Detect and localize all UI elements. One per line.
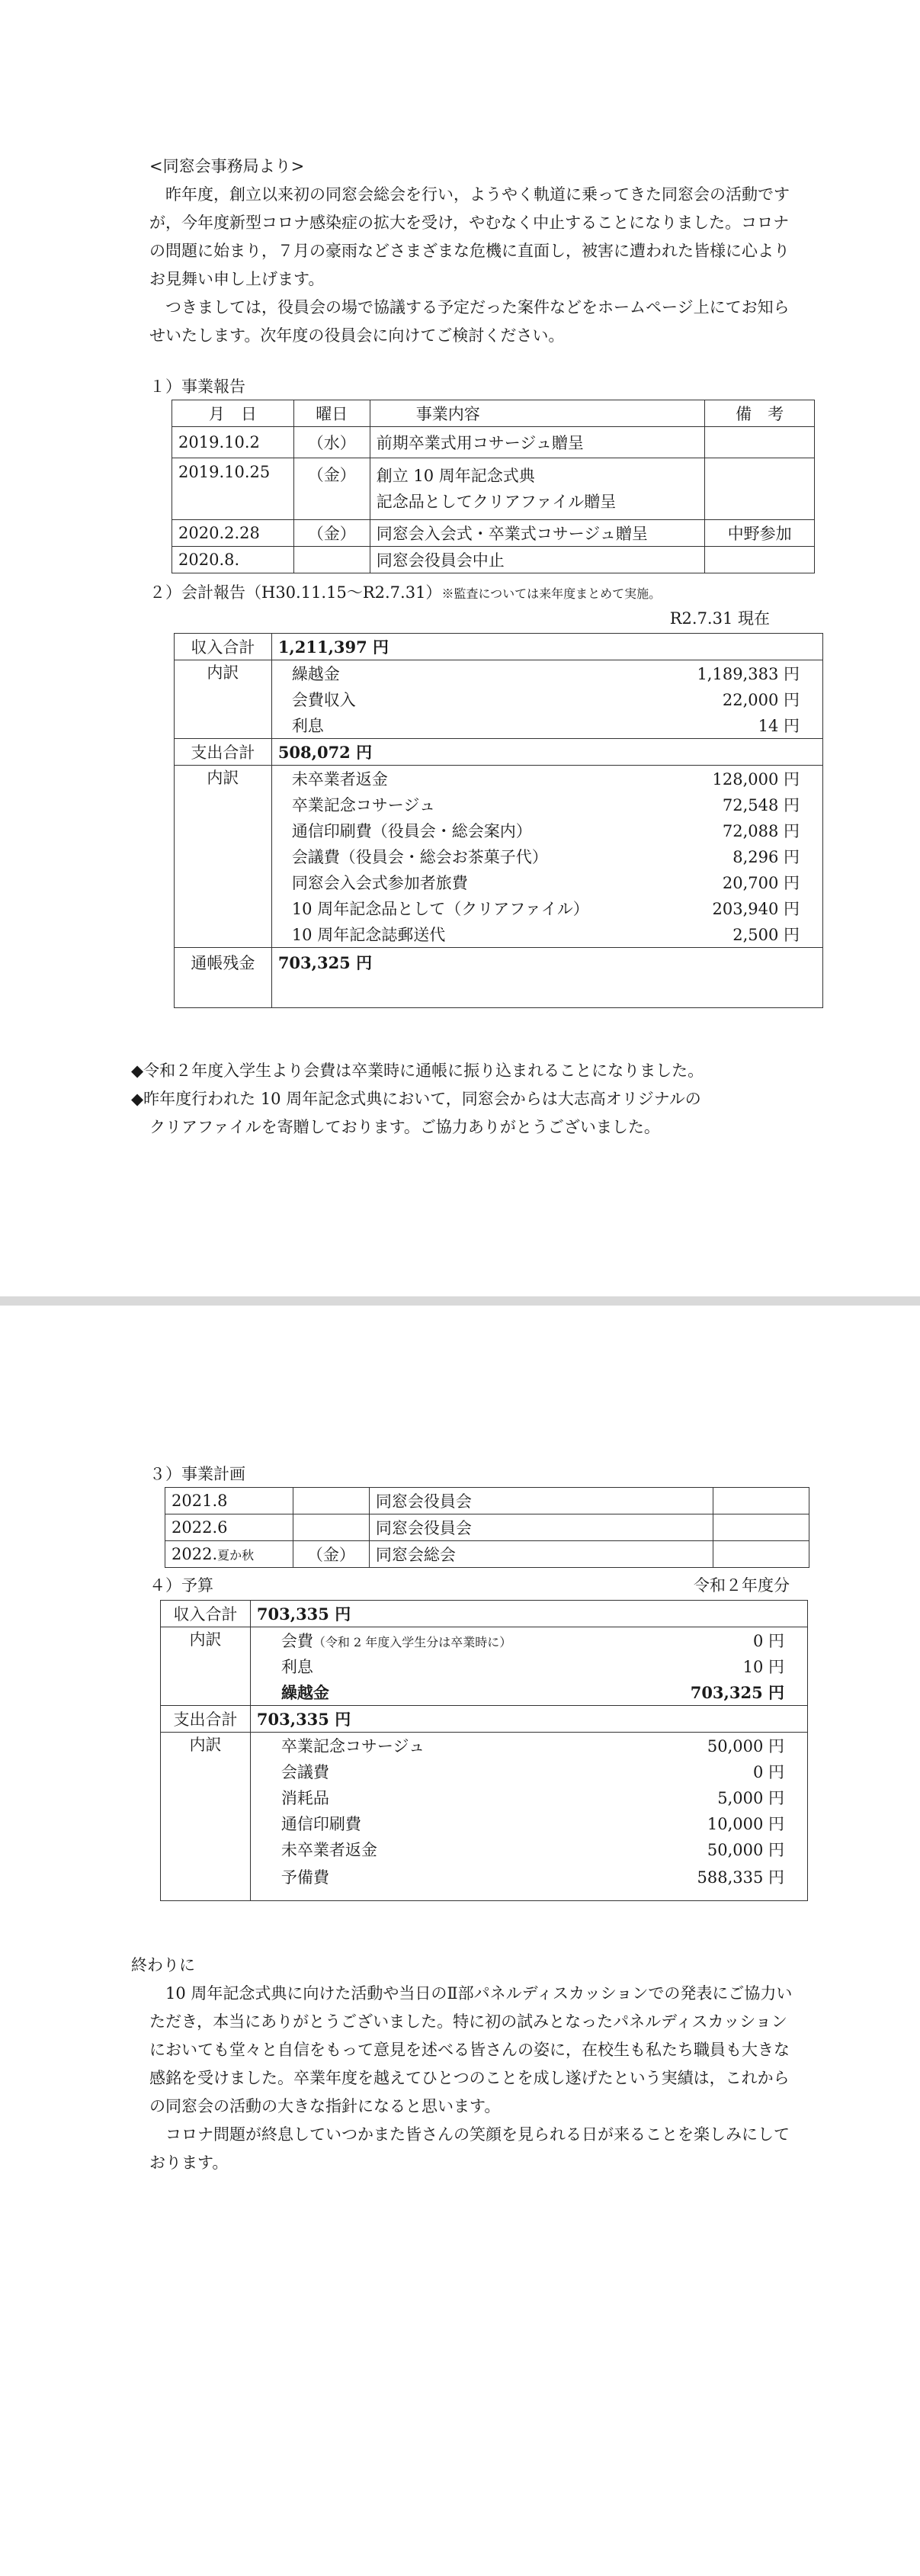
- expense-item-amount: 0 円: [646, 1759, 808, 1784]
- expense-item-name: 10 周年記念誌郵送代: [271, 921, 652, 948]
- closing-title: 終わりに: [131, 1956, 195, 1974]
- income-item-amount: 10 円: [646, 1653, 808, 1679]
- table-row: [172, 520, 815, 547]
- business-report-table: [171, 400, 815, 573]
- header-content: 事業内容: [370, 400, 705, 427]
- expense-item-amount: 72,088 円: [652, 817, 823, 843]
- income-item-row: [175, 660, 823, 687]
- income-item-name-text: 会費: [280, 1632, 313, 1650]
- expense-item-name: 卒業記念コサージュ: [250, 1733, 646, 1759]
- income-item-name-note: （令和 2 年度入学生分は卒業時に）: [313, 1635, 512, 1649]
- expense-item-name: 消耗品: [250, 1784, 646, 1810]
- budget-period: 令和２年度分: [694, 1576, 790, 1595]
- expense-item-row: [175, 766, 823, 792]
- row-date: [165, 1541, 293, 1568]
- income-item-name: [250, 1627, 646, 1654]
- expense-item-name: 会議費: [250, 1759, 646, 1784]
- breakdown-spacer: [161, 1759, 251, 1784]
- breakdown-spacer: [175, 843, 272, 869]
- row-content: 前期卒業式用コサージュ贈呈: [370, 427, 705, 458]
- row-day: [293, 1514, 369, 1541]
- income-item-row: [161, 1679, 808, 1706]
- breakdown-label: 内訳: [161, 1733, 251, 1759]
- breakdown-label: 内訳: [175, 660, 272, 687]
- header-note: 備 考: [705, 400, 815, 427]
- breakdown-spacer: [175, 712, 272, 739]
- document-page-2: [0, 1306, 920, 2576]
- expense-label: 支出合計: [175, 739, 272, 766]
- table-row: [172, 458, 815, 520]
- notice-line: ◆昨年度行われた 10 周年記念式典において，同窓会からは大志高オリジナルの: [131, 1090, 701, 1108]
- row-date: 2021.8: [165, 1488, 293, 1514]
- income-item-amount: 1,189,383 円: [652, 660, 823, 687]
- table-row: [172, 427, 815, 458]
- row-content-line: 創立 10 周年記念式典: [376, 467, 535, 485]
- expense-item-name: 予備費: [250, 1862, 646, 1901]
- accounting-as-of: R2.7.31 現在: [669, 609, 770, 628]
- income-item-name: 利息: [271, 712, 652, 739]
- income-item-amount: 14 円: [652, 712, 823, 739]
- table-row: [165, 1514, 809, 1541]
- income-item-name: 会費収入: [271, 686, 652, 712]
- expense-item-amount: 2,500 円: [652, 921, 823, 948]
- page-separator: [0, 1296, 920, 1306]
- expense-item-amount: 128,000 円: [652, 766, 823, 792]
- business-report-title: １）事業報告: [149, 377, 245, 396]
- expense-item-amount: 20,700 円: [652, 869, 823, 895]
- expense-item-amount: 50,000 円: [646, 1836, 808, 1862]
- income-total-row: [175, 634, 823, 660]
- breakdown-spacer: [175, 869, 272, 895]
- closing-paragraph: コロナ問題が終息していつかまた皆さんの笑顔を見られる日が来ることを楽しみにしております。: [149, 2125, 790, 2172]
- table-row: [165, 1488, 809, 1514]
- expense-item-amount: 10,000 円: [646, 1810, 808, 1836]
- expense-item-amount: 588,335 円: [646, 1862, 808, 1901]
- income-item-name: 繰越金: [271, 660, 652, 687]
- row-content: 同窓会役員会: [369, 1488, 713, 1514]
- expense-item-row: [175, 921, 823, 948]
- office-title: <同窓会事務局より>: [149, 157, 305, 175]
- expense-item-name: 会議費（役員会・総会お茶菓子代）: [271, 843, 652, 869]
- intro-paragraph: 昨年度，創立以来初の同窓会総会を行い，ようやく軌道に乗ってきた同窓会の活動ですが，今年度新型コロナ感染症の拡大を受け，やむなく中止することになりました。コロナの問題に始まり，７月の豪雨などさまざまな危機に直面し，被害に遭われた皆様に心よりお見舞い申し上げます。: [149, 185, 790, 288]
- notices: [131, 1057, 817, 1142]
- intro-paragraph: つきましては，役員会の場で協議する予定だった案件などをホームページ上にてお知らせいたします。次年度の役員会に向けてご検討ください。: [149, 298, 790, 345]
- row-note: 中野参加: [705, 520, 815, 547]
- expense-item-amount: 8,296 円: [652, 843, 823, 869]
- income-item-row: [175, 686, 823, 712]
- budget-title: ４）予算: [149, 1576, 213, 1595]
- notice-line: クリアファイルを寄贈しております。ご協力ありがとうございました。: [149, 1118, 660, 1136]
- income-item-amount: 703,325 円: [646, 1679, 808, 1706]
- income-item-amount: 22,000 円: [652, 686, 823, 712]
- row-date: 2022.6: [165, 1514, 293, 1541]
- expense-item-name: 通信印刷費（役員会・総会案内）: [271, 817, 652, 843]
- breakdown-spacer: [175, 686, 272, 712]
- accounting-title-text: ２）会計報告（H30.11.15～R2.7.31）: [149, 583, 442, 602]
- row-day: （金）: [293, 520, 370, 547]
- breakdown-spacer: [161, 1653, 251, 1679]
- expense-item-name: 未卒業者返金: [250, 1836, 646, 1862]
- breakdown-spacer: [161, 1679, 251, 1706]
- expense-item-name: 10 周年記念品として（クリアファイル）: [271, 895, 652, 921]
- breakdown-spacer: [175, 817, 272, 843]
- business-plan-title: ３）事業計画: [149, 1465, 245, 1483]
- breakdown-spacer: [161, 1836, 251, 1862]
- row-content: 同窓会総会: [369, 1541, 713, 1568]
- income-total-row: [161, 1601, 808, 1627]
- accounting-table: [174, 633, 823, 1008]
- row-content: 同窓会役員会中止: [370, 547, 705, 573]
- income-total: 703,335 円: [250, 1601, 807, 1627]
- accounting-note: ※監査については来年度まとめて実施。: [441, 586, 662, 601]
- row-day: [293, 547, 370, 573]
- row-content-line: 記念品としてクリアファイル贈呈: [376, 493, 617, 511]
- row-date-main: 2022.: [171, 1545, 218, 1563]
- closing-paragraph: 10 周年記念式典に向けた活動や当日のⅡ部パネルディスカッションでの発表にご協力いただき，本当にありがとうございました。特に初の試みとなったパネルディスカッションにおいても堂々と自信をもって意見を述べる皆さんの姿に，在校生も私たち職員も大きな感銘を受けました。卒業年度を越えてひとつのことを成し遂げたという実績は，これからの同窓会の活動の大きな指針になると思います。: [149, 1984, 793, 2115]
- business-plan-table: [165, 1487, 809, 1568]
- header-day: 曜日: [293, 400, 370, 427]
- breakdown-label: 内訳: [161, 1627, 251, 1654]
- budget-table: [160, 1600, 808, 1901]
- row-note: [713, 1514, 809, 1541]
- breakdown-spacer: [175, 792, 272, 817]
- row-date-suffix: 夏か秋: [217, 1548, 255, 1563]
- expense-item-row: [175, 843, 823, 869]
- expense-item-name: 未卒業者返金: [271, 766, 652, 792]
- closing-text: [149, 1980, 796, 2177]
- breakdown-spacer: [175, 921, 272, 948]
- expense-item-row: [175, 817, 823, 843]
- expense-item-row: [161, 1836, 808, 1862]
- expense-item-row: [161, 1733, 808, 1759]
- expense-total: 508,072 円: [271, 739, 822, 766]
- balance-row: [175, 948, 823, 1008]
- income-total: 1,211,397 円: [271, 634, 822, 660]
- income-item-row: [175, 712, 823, 739]
- notice-line: ◆令和２年度入学生より会費は卒業時に通帳に振り込まれることになりました。: [131, 1062, 704, 1080]
- income-item-name: 繰越金: [250, 1679, 646, 1706]
- row-date: 2019.10.25: [172, 458, 294, 520]
- row-note: [713, 1541, 809, 1568]
- expense-item-amount: 203,940 円: [652, 895, 823, 921]
- expense-item-name: 同窓会入会式参加者旅費: [271, 869, 652, 895]
- income-item-name: 利息: [250, 1653, 646, 1679]
- row-content: [370, 458, 705, 520]
- breakdown-spacer: [161, 1784, 251, 1810]
- expense-label: 支出合計: [161, 1706, 251, 1733]
- expense-total: 703,335 円: [250, 1706, 807, 1733]
- row-note: [705, 427, 815, 458]
- expense-total-row: [161, 1706, 808, 1733]
- income-item-amount: 0 円: [646, 1627, 808, 1654]
- header-date: 月 日: [172, 400, 294, 427]
- breakdown-spacer: [161, 1810, 251, 1836]
- expense-item-row: [161, 1810, 808, 1836]
- accounting-report-title: [149, 580, 661, 607]
- expense-total-row: [175, 739, 823, 766]
- income-item-row: [161, 1627, 808, 1654]
- row-date: 2020.8.: [172, 547, 294, 573]
- expense-item-amount: 5,000 円: [646, 1784, 808, 1810]
- breakdown-spacer: [175, 895, 272, 921]
- income-label: 収入合計: [175, 634, 272, 660]
- expense-item-row: [161, 1759, 808, 1784]
- breakdown-spacer: [161, 1862, 251, 1901]
- expense-item-name: 卒業記念コサージュ: [271, 792, 652, 817]
- intro-text: [149, 181, 796, 350]
- breakdown-label: 内訳: [175, 766, 272, 792]
- row-note: [705, 547, 815, 573]
- expense-item-row: [161, 1862, 808, 1901]
- row-day: （金）: [293, 458, 370, 520]
- table-header-row: [172, 400, 815, 427]
- row-note: [713, 1488, 809, 1514]
- expense-item-name: 通信印刷費: [250, 1810, 646, 1836]
- expense-item-amount: 50,000 円: [646, 1733, 808, 1759]
- row-day: （水）: [293, 427, 370, 458]
- expense-item-row: [175, 792, 823, 817]
- row-date: 2020.2.28: [172, 520, 294, 547]
- row-content: 同窓会入会式・卒業式コサージュ贈呈: [370, 520, 705, 547]
- balance-label: 通帳残金: [175, 948, 272, 1008]
- row-day: （金）: [293, 1541, 369, 1568]
- expense-item-row: [175, 869, 823, 895]
- expense-item-amount: 72,548 円: [652, 792, 823, 817]
- row-day: [293, 1488, 369, 1514]
- income-item-row: [161, 1653, 808, 1679]
- row-content: 同窓会役員会: [369, 1514, 713, 1541]
- row-note: [705, 458, 815, 520]
- expense-item-row: [161, 1784, 808, 1810]
- income-label: 収入合計: [161, 1601, 251, 1627]
- row-date: 2019.10.2: [172, 427, 294, 458]
- balance-amount: 703,325 円: [271, 948, 822, 1008]
- expense-item-row: [175, 895, 823, 921]
- table-row: [172, 547, 815, 573]
- table-row: [165, 1541, 809, 1568]
